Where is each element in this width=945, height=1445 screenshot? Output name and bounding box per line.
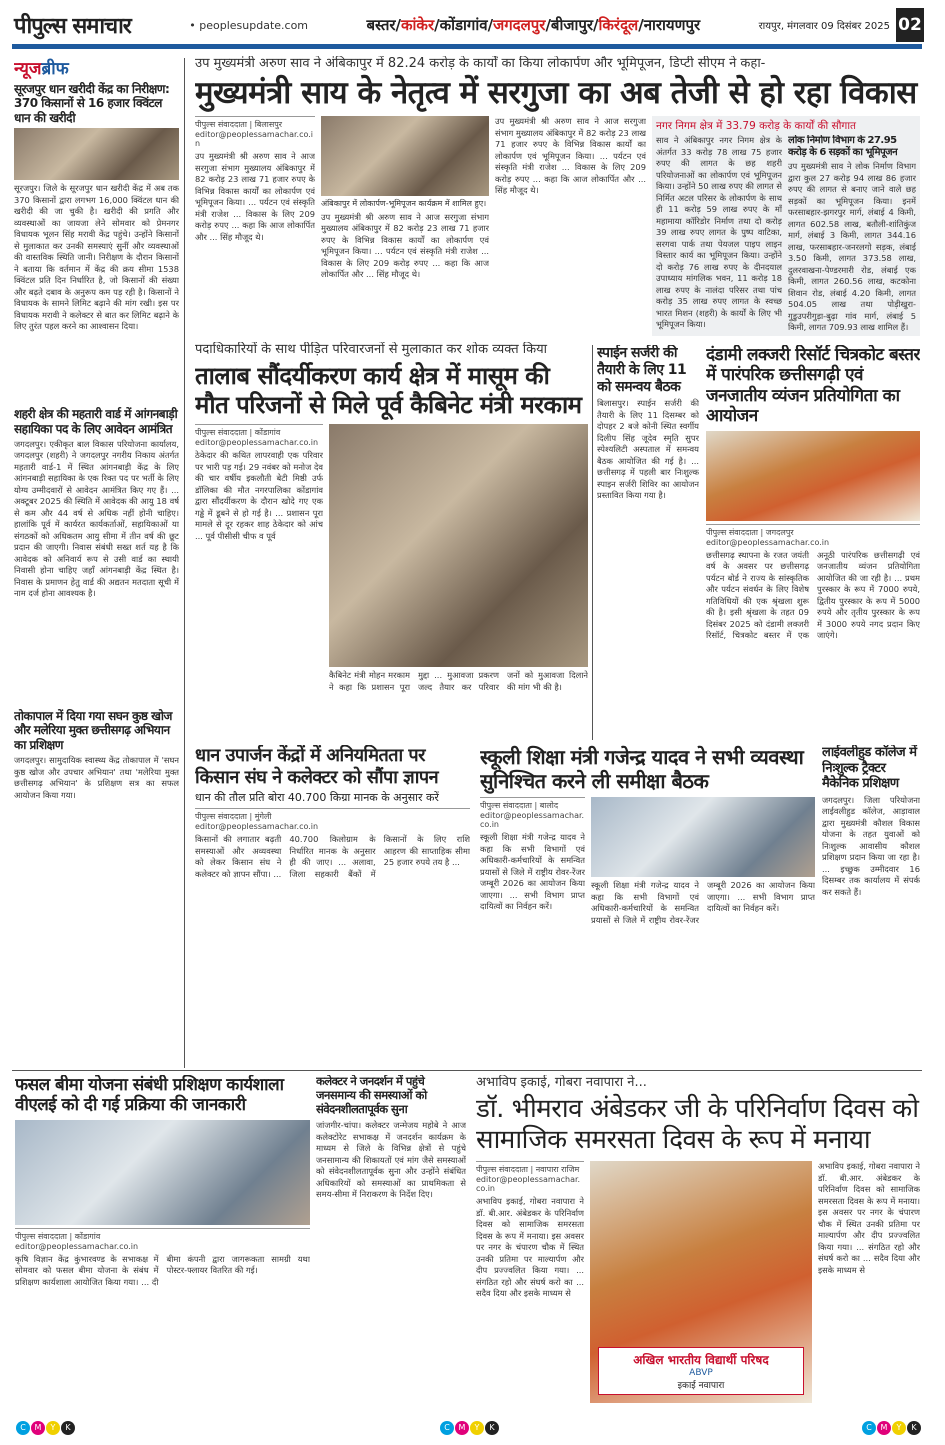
dandami-body: छत्तीसगढ़ स्थापना के रजत जयंती वर्ष के अवसर पर छत्तीसगढ़ पर्यटन बोर्ड ने राज्य के सांस्कृतिक और पर्यटन संवर्धन के लिए विशेष गतिविधियों की एक श्रृंखला शुरू की है। इसी श्रृंखला के तहत 09 दिसंबर 2025 को दंडामी लक्जरी रिसॉर्ट, चित्रकोट बस्तर में एक अनूठी पारंपरिक छत्तीसगढ़ी एवं जनजातीय व्यंजन प्रतियोगिता आयोजित की जा रही है। ... प्रथम पुरस्कार के रूप में 7000 रुपये, द्वितीय पुरस्कार के रूप में 5000 रुपये और तृतीय पुरस्कार के रूप में 3000 रुपये नगद प्रदान किए जाएंगे।	[706, 549, 920, 641]
paddy-subheadline: धान की तौल प्रति बोरा 40.700 किग्रा मानक के अनुसार करें	[195, 791, 439, 805]
page-number: 02	[896, 8, 924, 42]
byline: पीपुल्स संवाददाता | बालोद	[480, 797, 585, 811]
email: editor@peoplessamachar.co.in	[195, 438, 319, 448]
city: बस्तर	[366, 16, 396, 34]
masthead-rule	[12, 44, 922, 49]
lead-kicker: उप मुख्यमंत्री अरुण साव ने अंबिकापुर में 82.24 करोड़ के कार्यों का किया लोकार्पण और भूमिपूजन, डिप्टी सीएम ने कहा-	[195, 56, 766, 71]
cyan-mark: C	[862, 1421, 876, 1435]
spine-headline: स्पाईन सर्जरी की तैयारी के लिए 11 को समन्वय बैठक	[597, 345, 687, 395]
crop-photo	[15, 1120, 310, 1225]
crop-story	[15, 1075, 310, 1403]
banner-unit: इकाई नवापारा	[677, 1381, 725, 1391]
lead-story	[195, 56, 920, 336]
sep: /	[395, 16, 402, 34]
news-brief-column	[14, 56, 179, 1066]
banner-short: ABVP	[689, 1368, 713, 1378]
yellow-mark: Y	[470, 1421, 484, 1435]
ambedkar-photo	[590, 1161, 812, 1403]
sep: /	[593, 16, 599, 34]
date-page-group	[759, 8, 924, 42]
lead-body: उप मुख्यमंत्री श्री अरुण साव ने आज सरगुजा संभाग मुख्यालय अंबिकापुर में 82 करोड़ 23 लाख 71 हजार रुपए के विभिन्न विकास कार्यों का लोकार्पण एवं भूमिपूजन किया। ... पर्यटन एवं संस्कृति मंत्री राजेश ... विकास के लिए 209 करोड़ रुपए ... कहा कि आज लोकार्पित और ... सिंह मौजूद थे।	[321, 211, 489, 280]
email: editor@peoplessamachar.co.in	[706, 537, 830, 547]
city: नारायणपुर	[643, 16, 701, 34]
email: editor@peoplessamachar.co.in	[15, 1241, 139, 1251]
city: कांकेर	[401, 16, 435, 34]
livelihood-headline: लाईवलीहुड कॉलेज में निःशुल्क ट्रैक्टर मैकेनिक प्रशिक्षण	[822, 745, 917, 792]
city: किरंदूल	[598, 16, 639, 34]
city: जगदलपुर	[493, 16, 546, 34]
school-headline: स्कूली शिक्षा मंत्री गजेन्द्र यादव ने सभी व्यवस्था सुनिश्चित करने ली समीक्षा बैठक	[480, 745, 804, 793]
label: ब्रीफ	[41, 59, 69, 79]
crop-headline: फसल बीमा योजना संबंधी प्रशिक्षण कार्यशाला वीएलई को दी गई प्रक्रिया की जानकारी	[15, 1075, 284, 1116]
email: editor@peoplessamachar.co.in	[476, 1175, 581, 1194]
brief-headline: शहरी क्षेत्र की महतारी वार्ड में आंगनबाड़ी सहायिका पद के लिए आवेदन आमंत्रित	[14, 407, 178, 436]
brief-body: सूरजपुर। जिले के सूरजपुर धान खरीदी केंद्र में अब तक 370 किसानों द्वारा लगभग 16,000 क्विंटल धान की खरीदी की जा चुकी है। खरीदी की प्रगति और व्यवस्थाओं का जायजा लेने सोमवार को प्रेमनगर विधायक भूलन सिंह मरावी केंद्र पहुंचे। उन्होंने किसानों से मुलाकात कर उनकी समस्याएं सुनीं और व्यवस्थाओं की वास्तविक स्थिति जानी। निरीक्षण के दौरान किसानों ने बताया कि वर्तमान में केंद्र की क्रय सीमा 1538 क्विंटल प्रति दिन निर्धारित है, जो किसानों की संख्या और बढ़ते दबाव के अनुरूप कम पड़ रही है। किसानों ने विधायक के सामने लिमिट बढ़ाने की मांग रखी। इस पर विधायक मरावी ने कलेक्टर से बात कर लिमिट बढ़ाने के लिए तुरंत पहल करने का आश्वासन दिया।	[14, 183, 179, 332]
sep: /	[487, 16, 494, 34]
paddy-headline: धान उपार्जन केंद्रों में अनियमितता पर किसान संघ ने कलेक्टर को सौंपा ज्ञापन	[195, 745, 439, 788]
lead-headline: मुख्यमंत्री साय के नेतृत्व में सरगुजा का अब तेजी से हो रहा विकास	[195, 74, 917, 111]
lead-sidebar-box	[652, 116, 920, 336]
pond-story	[195, 342, 588, 740]
brief-photo	[14, 128, 179, 180]
crop-body: कृषि विज्ञान केंद्र कुंभारवण्ड के सभाकक्ष में सोमवार को फसल बीमा योजना के संबंध में प्रशिक्षण कार्यशाला आयोजित किया गया। ... दी बीमा कंपनी द्वारा जागरूकता सामग्री यथा पोस्टर-फ्लायर वितरित की गई।	[15, 1253, 310, 1287]
brief-headline: तोकापाल में दिया गया सघन कुष्ठ खोज और मलेरिया मुक्त छत्तीसगढ़ अभियान का प्रशिक्षण	[14, 708, 172, 752]
district-list	[366, 15, 700, 35]
dandami-story	[706, 345, 920, 740]
section-rule	[12, 1070, 922, 1071]
lead-body: उप मुख्यमंत्री श्री अरुण साव ने आज सरगुजा संभाग मुख्यालय अंबिकापुर में 82 करोड़ 23 लाख 71 हजार रुपए के विभिन्न विकास कार्यों का लोकार्पण एवं भूमिपूजन किया। ... पर्यटन एवं संस्कृति मंत्री राजेश ... विकास के लिए 209 करोड़ रुपए ... कहा कि आज लोकार्पित और ... सिंह मौजूद थे।	[495, 116, 646, 196]
sep: /	[434, 16, 440, 34]
dandami-headline: दंडामी लक्जरी रिसॉर्ट चित्रकोट बस्तर में पारंपरिक छत्तीसगढ़ी एवं जनजातीय व्यंजन प्रतियोगिता का आयोजन	[706, 345, 920, 427]
magenta-mark: M	[455, 1421, 469, 1435]
email: editor@peoplessamachar.co.in	[195, 822, 319, 832]
email: editor@peoplessamachar.co.in	[480, 811, 585, 829]
yellow-mark: Y	[46, 1421, 60, 1435]
column-divider	[592, 345, 593, 740]
pond-body: कैबिनेट मंत्री मोहन मरकाम ने कहा कि प्रशासन पूरा मुद्दा ... मुआवजा प्रकरण जल्द तैयार कर परिवार जनों को मुआवजा दिलाने की मांग भी की है।	[329, 670, 588, 692]
school-photo	[591, 797, 815, 877]
label: न्यूज	[14, 59, 42, 79]
brief-body: जगदलपुर। एकीकृत बाल विकास परियोजना कार्यालय, जगदलपुर (शहरी) ने जगदलपुर नगरीय निकाय अंतर्गत महतारी वार्ड-1 में स्थित आंगनबाड़ी केंद्र के लिए आंगनबाड़ी सहायिका के एक रिक्त पद पर भर्ती के लिए योग्य उम्मीदवारों से आवेदन आमंत्रित किए गए हैं। ... अक्टूबर 2025 की स्थिति में आवेदक की आयु 18 वर्ष से कम और 44 वर्ष से अधिक नहीं होनी चाहिए। हालांकि पूर्व में कार्यरत कार्यकर्ताओं, सहायिकाओं या संगठकों को अधिकतम आयु सीमा में तीन वर्ष की छूट प्रदान की जाएगी। निवास संबंधी सख्त शर्त यह है कि आवेदक को अनिवार्य रूप से उसी वार्ड का स्थायी निवासी होना चाहिए जहाँ आंगनबाड़ी केंद्र स्थित है। निवास के प्रमाणन हेतु वार्ड की अद्यतन मतदाता सूची में नाम दर्ज होना आवश्यक है।	[14, 438, 179, 599]
magenta-mark: M	[31, 1421, 45, 1435]
byline: पीपुल्स संवाददाता | कोंडागांव	[195, 424, 323, 438]
collector-headline: कलेक्टर ने जनदर्शन में पहुंचे जनसमान्य की समस्याओं को संवेदनशीलतापूर्वक सुना	[316, 1075, 427, 1116]
newspaper-logo: पीपुल्स समाचार	[14, 14, 131, 39]
column-divider	[184, 58, 185, 1068]
cyan-mark: C	[440, 1421, 454, 1435]
pond-body: ठेकेदार की कथित लापरवाही एक परिवार पर भारी पड़ गई। 29 नवंबर को मनोज देव की चार वर्षीय इकलौती बेटी मिष्ठी उर्फ डॉलिका की मौत नगरपालिका कोंडागांव द्वारा सौंदर्यीकरण के दौरान खोदे गए एक गड्ढे में डूबने से हो गई है। ... प्रशासन पूरा मामले से दूर रहकर शाह ठेकेदार को आंच ... पूर्व पीसीसी चीफ व पूर्व	[195, 450, 323, 541]
byline: पीपुल्स संवाददाता | कोंडागांव	[15, 1228, 310, 1242]
collector-story	[316, 1075, 466, 1403]
school-story	[480, 745, 815, 1065]
ambedkar-story	[476, 1075, 920, 1403]
issue-date: रायपुर, मंगलवार 09 दिसंबर 2025	[758, 21, 890, 32]
city: कोंडागांव	[439, 16, 488, 34]
school-body: स्कूली शिक्षा मंत्री गजेन्द्र यादव ने कहा कि सभी विभागों एवं अधिकारी-कर्मचारियों के समन्वित प्रयासों से जिले में राष्ट्रीय रोवर-रेंजर जम्बूरी 2026 का आयोजन किया जाएगा। ... सभी विभाग प्राप्त दायित्वों का निर्वहन करें।	[591, 880, 815, 925]
cmyk-marks	[16, 1415, 76, 1435]
paddy-story	[195, 745, 470, 1065]
ambedkar-kicker: अभाविप इकाई, गोबरा नवापारा ने...	[476, 1075, 647, 1090]
paddy-body: किसानों की लगातार बढ़ती समस्याओं और अव्यवस्था को लेकर किसान संघ ने कलेक्टर को ज्ञापन सौंपा। ... 40.700 किलोग्राम के निर्धारित मानक के अनुसार ही की जाए। ... अलावा, जिला सहकारी बैंकों में किसानों के लिए राशि आहरण की साप्ताहिक सीमा 25 हजार रुपये तय है ...	[195, 834, 470, 879]
pond-headline: तालाब सौंदर्यीकरण कार्य क्षेत्र में मासूम की मौत परिजनों से मिले पूर्व कैबिनेट मंत्री मरकाम	[195, 361, 582, 419]
url-text[interactable]: peoplesupdate.com	[199, 18, 309, 32]
byline: पीपुल्स संवाददाता | नवापारा राजिम	[476, 1161, 584, 1175]
email: editor@peoplessamachar.co.in	[195, 130, 313, 149]
pond-kicker: पदाधिकारियों के साथ पीड़ित परिवारजनों से मुलाकात कर शोक व्यक्त किया	[195, 342, 548, 357]
box-body: साव ने अंबिकापुर नगर निगम क्षेत्र के अंतर्गत 33 करोड़ 78 लाख 75 हजार रुपए की लागत के छह शहरी परियोजनाओं का लोकार्पण एवं भूमिपूजन किया। उन्होंने 50 लाख रुपए की लागत से निर्मित अटल परिसर के लोकार्पण के साथ ही 11 करोड़ 59 लाख रुपए के माँ महामाया कॉरिडोर निर्माण तथा दो करोड़ 39 लाख रुपए लागत के पुष्प वाटिका, सरगवा पार्क तथा पेयजल पाइप लाइन विस्तार कार्य का भूमिपूजन किया। उन्होंने दो करोड़ 76 लाख रुपए के दीनदयाल उपाध्याय मांगलिक भवन, 11 करोड़ 18 लाख रुपए के नालंदा परिसर तथा पांच करोड़ 35 लाख रुपए लागत के स्वच्छ भारत मिशन (शहरी) के कार्यों के लिए भी भूमिपूजन किया।	[656, 135, 782, 330]
pond-photo	[329, 424, 588, 667]
cmyk-marks	[862, 1415, 922, 1435]
brief-body: जगदलपुर। सामुदायिक स्वास्थ्य केंद्र तोकापाल में 'सघन कुष्ठ खोज और उपचार अभियान' तथा 'मलेरिया मुक्त छत्तीसगढ़ अभियान' के प्रशिक्षण सत्र का सफल आयोजन किया गया।	[14, 755, 179, 800]
city: बीजापुर	[550, 16, 594, 34]
black-mark: K	[907, 1421, 921, 1435]
dandami-photo	[706, 431, 920, 521]
byline: पीपुल्स संवाददाता | जगदलपुर	[706, 524, 920, 538]
photo-caption: अंबिकापुर में लोकार्पण-भूमिपूजन कार्यक्रम में शामिल हुए।	[321, 199, 487, 209]
website-url[interactable]: • peoplesupdate.com	[189, 18, 309, 32]
masthead	[14, 8, 924, 42]
box-subheadline: लोक निर्माण विभाग के 27.95 करोड़ के 6 सड़कों का भूमिपूजन	[788, 135, 898, 159]
ambedkar-headline: डॉ. भीमराव अंबेडकर जी के परिनिर्वाण दिवस को सामाजिक समरसता दिवस के रूप में मनाया	[476, 1093, 919, 1156]
cmyk-marks	[440, 1415, 500, 1435]
livelihood-story	[822, 745, 920, 1065]
byline: पीपुल्स संवाददाता | मुंगेली	[195, 808, 470, 822]
banner-text: अखिल भारतीय विद्यार्थी परिषद	[633, 1353, 769, 1367]
livelihood-body: जगदलपुर। जिला परियोजना लाईवलीहुड कॉलेज, आड़ावाल द्वारा मुख्यमंत्री कौशल विकास योजना के तहत युवाओं को निःशुल्क आवासीय कौशल प्रशिक्षण प्रदान किया जा रहा है। ... इच्छुक उम्मीदवार 16 दिसम्बर तक कार्यालय में संपर्क कर सकते हैं।	[822, 794, 920, 897]
ambedkar-body: अभाविप इकाई, गोबरा नवापारा ने डॉ. बी.आर. अंबेडकर के परिनिर्वाण दिवस को सामाजिक समरसता दिवस के रूप में मनाया। इस अवसर पर नगर के चंपारण चौक में स्थित उनकी प्रतिमा पर माल्यार्पण और दीप प्रज्ज्वलित किया गया। ... संगठित रहो और संघर्ष करो का ... सदैव दिया और इसके माध्यम से	[818, 1161, 920, 1275]
box-body: उप मुख्यमंत्री साव ने लोक निर्माण विभाग द्वारा कुल 27 करोड़ 94 लाख 86 हजार रुपए की लागत से बनाए जाने वाले छह सड़कों का भूमिपूजन किया। इनमें फरसाबहार-झगरपुर मार्ग, लंबाई 4 किमी, लागत 602.58 लाख, बतौली-शांतिकुंज मार्ग, लंबाई 3 किमी, लागत 344.16 लाख, फरसाबहार-जनरलगो सड़क, लंबाई 3.50 किमी, लागत 373.58 लाख, दुलरवाखना-पेण्डरमारी रोड, लंबाई एक किमी, लागत 260.56 लाख, कटकोना शिवान रोड, लंबाई 4.20 किमी, लागत 504.05 लाख तथा पोड़ीखुरा-गुडुउपरीगुड़ा-बुढ़ा गांव मार्ग, लंबाई 5 किमी, लागत 709.93 लाख शामिल हैं।	[788, 161, 916, 333]
yellow-mark: Y	[892, 1421, 906, 1435]
ambedkar-body: अभाविप इकाई, गोबरा नवापारा ने डॉ. बी.आर. अंबेडकर के परिनिर्वाण दिवस को सामाजिक समरसता दिवस के रूप में मनाया। इस अवसर पर नगर के चंपारण चौक में स्थित उनकी प्रतिमा पर माल्यार्पण और दीप प्रज्ज्वलित किया गया। ... संगठित रहो और संघर्ष करो का ... सदैव दिया और इसके माध्यम से	[476, 1196, 584, 1299]
sep: /	[545, 16, 551, 34]
brief-headline: सूरजपुर धान खरीदी केंद्र का निरीक्षण: 370 किसानों से 16 हजार क्विंटल धान की खरीदी	[14, 82, 170, 125]
spine-story	[597, 345, 699, 740]
news-brief-label	[14, 56, 179, 79]
school-body: स्कूली शिक्षा मंत्री गजेन्द्र यादव ने कहा कि सभी विभागों एवं अधिकारी-कर्मचारियों के समन्वित प्रयासों से जिले में राष्ट्रीय रोवर-रेंजर जम्बूरी 2026 का आयोजन किया जाएगा। ... सभी विभाग प्राप्त दायित्वों का निर्वहन करें।	[480, 832, 585, 911]
box-headline: नगर निगम क्षेत्र में 33.79 करोड़ के कार्यों की सौगात	[656, 120, 857, 133]
black-mark: K	[485, 1421, 499, 1435]
collector-body: जांजगीर-चांपा। कलेक्टर जन्मेजय महोबे ने आज कलेक्टोरेट सभाकक्ष में जनदर्शन कार्यक्रम के माध्यम से जिले के विभिन्न क्षेत्रों से पहुंचे जनसामान्य की शिकायतों एवं मांग जैसे समस्याओं को संवेदनशीलतापूर्वक सुना और उन्होंने संबंधित अधिकारियों को समस्याओं का प्राथमिकता से समय-सीमा में निराकरण के निर्देश दिए।	[316, 1120, 466, 1200]
byline: पीपुल्स संवाददाता | बिलासपुर	[195, 116, 315, 130]
magenta-mark: M	[877, 1421, 891, 1435]
abvp-banner	[598, 1347, 804, 1395]
black-mark: K	[61, 1421, 75, 1435]
lead-body: उप मुख्यमंत्री श्री अरुण साव ने आज सरगुजा संभाग मुख्यालय अंबिकापुर में 82 करोड़ 23 लाख 71 हजार रुपए के विभिन्न विकास कार्यों का लोकार्पण एवं भूमिपूजन किया। ... पर्यटन एवं संस्कृति मंत्री राजेश ... विकास के लिए 209 करोड़ रुपए ... कहा कि आज लोकार्पित और ... सिंह मौजूद थे।	[195, 151, 315, 242]
sep: /	[638, 16, 644, 34]
cyan-mark: C	[16, 1421, 30, 1435]
spine-body: बिलासपुर। स्पाईन सर्जरी की तैयारी के लिए 11 दिसम्बर को दोपहर 2 बजे कोनी स्थित स्वर्गीय दिलीप सिंह जूदेव स्मृति सुपर स्पेश्यलिटी अस्पताल में समन्वय बैठक आयोजित की गई है। ... छत्तीसगढ़ में पहली बार निःशुल्क स्पाइन सर्जरी शिविर का आयोजन प्रस्तावित किया गया है।	[597, 398, 699, 501]
lead-photo	[321, 116, 489, 196]
